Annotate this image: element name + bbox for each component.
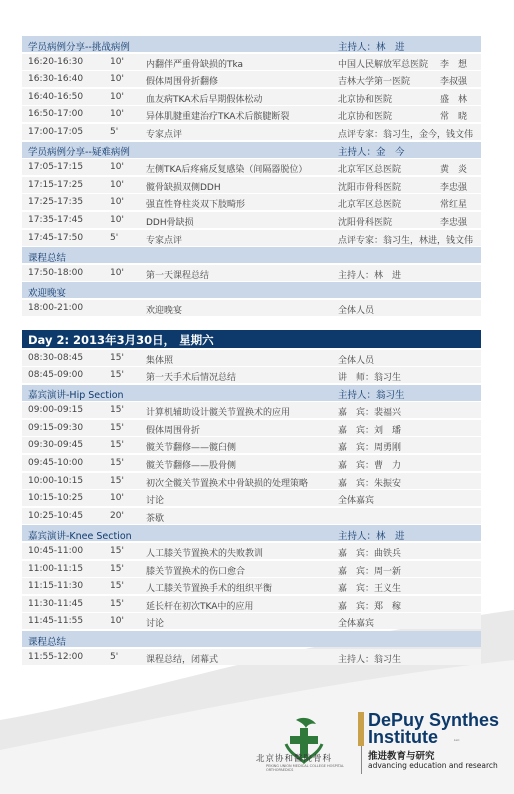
session-affiliation: 吉林大学第一医院 <box>338 77 411 88</box>
session-topic: 集体照 <box>146 355 174 366</box>
session-time: 16:40-16:50 <box>28 91 84 102</box>
session-time: 10:15-10:25 <box>28 493 84 504</box>
session-affiliation: 北京军区总医院 <box>338 165 402 176</box>
session-duration: 15' <box>110 598 124 609</box>
session-time: 10:45-11:00 <box>28 546 84 557</box>
session-topic: 延长杆在初次TKA中的应用 <box>146 601 254 612</box>
session-time: 17:50-18:00 <box>28 267 84 278</box>
session-duration: 10' <box>110 56 124 67</box>
session-speaker: 李忠强 <box>440 217 468 228</box>
schedule-row <box>22 596 481 612</box>
schedule-row <box>22 490 481 506</box>
session-affiliation: 嘉 宾：刘 璠 <box>338 425 402 436</box>
session-time: 09:15-09:30 <box>28 422 84 433</box>
section-title: 欢迎晚宴 <box>28 287 67 299</box>
section-title: 课程总结 <box>28 636 67 648</box>
session-topic: 计算机辅助设计髋关节置换术的应用 <box>146 408 291 419</box>
schedule-row <box>22 177 481 193</box>
session-topic: 课程总结，闭幕式 <box>146 654 219 665</box>
session-affiliation: 全体嘉宾 <box>338 619 375 630</box>
session-topic: 异体肌腱重建治疗TKA术后髌腱断裂 <box>146 112 290 123</box>
session-time: 10:25-10:45 <box>28 510 84 521</box>
section-title: 学员病例分享--疑难病例 <box>28 147 130 159</box>
session-topic: 初次全髋关节置换术中骨缺损的处理策略 <box>146 478 309 489</box>
session-time: 11:30-11:45 <box>28 598 84 609</box>
session-duration: 5' <box>110 651 119 662</box>
schedule-row <box>22 230 481 246</box>
section-title: 课程总结 <box>28 252 67 264</box>
schedule-row <box>22 106 481 122</box>
depuy-tagline-en: advancing education and research <box>368 761 498 770</box>
session-time: 10:00-10:15 <box>28 475 84 486</box>
schedule-row <box>22 367 481 383</box>
session-affiliation: 嘉 宾：曲铁兵 <box>338 549 402 560</box>
session-duration: 15' <box>110 352 124 363</box>
footer <box>0 700 514 794</box>
session-duration: 10' <box>110 109 124 120</box>
depuy-institute: Institute <box>368 727 438 747</box>
session-duration: 15' <box>110 581 124 592</box>
session-speaker: 盛 林 <box>440 94 468 105</box>
section-host: 主持人：林 进 <box>338 530 405 542</box>
schedule-row <box>22 508 481 524</box>
session-speaker: 李忠强 <box>440 182 468 193</box>
section-host: 主持人：林 进 <box>338 41 405 53</box>
session-topic: 欢迎晚宴 <box>146 305 183 316</box>
session-topic: 人工膝关节置换术的失败教训 <box>146 549 264 560</box>
session-affiliation: 全体人员 <box>338 305 375 316</box>
pumch-subtitle: PEKING UNION MEDICAL COLLEGE HOSPITAL ORTHOPAEDICS <box>266 764 344 772</box>
session-affiliation: 嘉 宾：裴福兴 <box>338 408 402 419</box>
session-duration: 15' <box>110 546 124 557</box>
session-affiliation: 讲 师：翁习生 <box>338 373 402 384</box>
session-topic: 左侧TKA后疼痛反复感染（间隔器脱位） <box>146 165 308 176</box>
schedule-row <box>22 455 481 471</box>
schedule-row <box>22 473 481 489</box>
session-affiliation: 全体嘉宾 <box>338 496 375 507</box>
session-topic: 内翻伴严重骨缺损的Tka <box>146 59 244 70</box>
session-affiliation: 嘉 宾：周一新 <box>338 566 402 577</box>
schedule-row <box>22 613 481 629</box>
day-gap <box>22 318 481 330</box>
schedule-table <box>22 36 481 666</box>
session-time: 09:30-09:45 <box>28 440 84 451</box>
session-speaker: 常 晓 <box>440 112 468 123</box>
session-affiliation: 北京协和医院 <box>338 112 393 123</box>
session-duration: 15' <box>110 458 124 469</box>
session-affiliation: 主持人：林 进 <box>338 270 402 281</box>
session-affiliation: 主持人：翁习生 <box>338 654 402 665</box>
session-affiliation: 沈阳市骨科医院 <box>338 182 402 193</box>
session-topic: 专家点评 <box>146 235 183 246</box>
section-title: 嘉宾演讲-Hip Section <box>28 390 124 402</box>
schedule-row <box>22 437 481 453</box>
schedule-row <box>22 402 481 418</box>
session-time: 17:45-17:50 <box>28 232 84 243</box>
session-time: 11:15-11:30 <box>28 581 84 592</box>
section-title: 学员病例分享--挑战病例 <box>28 41 130 53</box>
session-affiliation: 嘉 宾：王义生 <box>338 584 402 595</box>
session-time: 08:45-09:00 <box>28 370 84 381</box>
session-time: 09:00-09:15 <box>28 405 84 416</box>
depuy-accent-bar <box>358 712 364 746</box>
schedule-row <box>22 649 481 665</box>
session-time: 08:30-08:45 <box>28 352 84 363</box>
session-time: 11:55-12:00 <box>28 651 84 662</box>
schedule-row <box>22 71 481 87</box>
session-affiliation: 嘉 宾：曹 力 <box>338 461 402 472</box>
day-title: Day 2: 2013年3月30日， 星期六 <box>28 333 214 347</box>
pumch-logo-icon <box>252 714 362 784</box>
session-time: 11:45-11:55 <box>28 616 84 627</box>
session-affiliation: 嘉 宾：郑 稼 <box>338 601 402 612</box>
session-time: 17:25-17:35 <box>28 197 84 208</box>
session-topic: 髋关节翻修——股骨侧 <box>146 461 237 472</box>
section-header <box>22 142 481 158</box>
session-time: 16:30-16:40 <box>28 74 84 85</box>
session-topic: 髋骨缺损双侧DDH <box>146 182 221 193</box>
session-duration: 20' <box>110 510 124 521</box>
schedule-row <box>22 543 481 559</box>
session-topic: 假体周围骨折翻修 <box>146 77 219 88</box>
session-time: 16:20-16:30 <box>28 56 84 67</box>
schedule-row <box>22 265 481 281</box>
session-time: 11:00-11:15 <box>28 563 84 574</box>
schedule-row <box>22 124 481 140</box>
session-duration: 10' <box>110 616 124 627</box>
depuy-brand-name: DePuy Synthes <box>368 710 500 730</box>
session-duration: 10' <box>110 91 124 102</box>
section-header <box>22 282 481 298</box>
session-topic: 专家点评 <box>146 129 183 140</box>
session-time: 17:15-17:25 <box>28 179 84 190</box>
session-topic: 讨论 <box>146 619 165 630</box>
session-duration: 10' <box>110 74 124 85</box>
schedule-row <box>22 578 481 594</box>
session-speaker: 李叔强 <box>440 77 468 88</box>
session-speaker: 李 想 <box>440 59 468 70</box>
session-duration: 15' <box>110 405 124 416</box>
depuy-tagline-cn: 推进教育与研究 <box>368 751 435 762</box>
session-duration: 10' <box>110 162 124 173</box>
session-topic: 膝关节置换术的伤口愈合 <box>146 566 246 577</box>
session-topic: 髋关节翻修——髋臼侧 <box>146 443 237 454</box>
session-duration: 10' <box>110 197 124 208</box>
session-duration: 10' <box>110 179 124 190</box>
session-time: 09:45-10:00 <box>28 458 84 469</box>
day-header <box>22 330 481 348</box>
schedule-row <box>22 561 481 577</box>
session-duration: 5' <box>110 126 119 137</box>
depuy-llc: LLC <box>454 738 460 742</box>
session-topic: 血友病TKA术后早期假体松动 <box>146 94 263 105</box>
session-affiliation: 北京军区总医院 <box>338 200 402 211</box>
session-affiliation: 嘉 宾：周勇刚 <box>338 443 402 454</box>
session-topic: 强直性脊柱炎双下肢畸形 <box>146 200 246 211</box>
session-affiliation: 全体人员 <box>338 355 375 366</box>
session-affiliation: 中国人民解放军总医院 <box>338 59 429 70</box>
section-title: 嘉宾演讲-Knee Section <box>28 530 132 542</box>
session-speaker: 黄 炎 <box>440 165 468 176</box>
session-topic: 人工膝关节置换手术的组织平衡 <box>146 584 273 595</box>
section-header <box>22 525 481 541</box>
section-host: 主持人：翁习生 <box>338 390 405 402</box>
session-topic: DDH骨缺损 <box>146 217 194 228</box>
session-duration: 15' <box>110 370 124 381</box>
session-time: 17:35-17:45 <box>28 214 84 225</box>
session-time: 18:00-21:00 <box>28 302 84 313</box>
section-header <box>22 631 481 647</box>
session-duration: 10' <box>110 493 124 504</box>
session-duration: 15' <box>110 475 124 486</box>
section-header <box>22 247 481 263</box>
schedule-row <box>22 300 481 316</box>
schedule-row <box>22 89 481 105</box>
session-time: 17:05-17:15 <box>28 162 84 173</box>
session-topic: 假体周围骨折 <box>146 425 201 436</box>
schedule-row <box>22 350 481 366</box>
session-topic: 讨论 <box>146 496 165 507</box>
session-duration: 15' <box>110 563 124 574</box>
section-header <box>22 385 481 401</box>
session-duration: 15' <box>110 440 124 451</box>
section-header <box>22 36 481 52</box>
session-topic: 茶歇 <box>146 513 165 524</box>
pumch-name: 北京协和醫院骨科 <box>256 754 333 764</box>
schedule-row <box>22 212 481 228</box>
session-duration: 15' <box>110 422 124 433</box>
session-time: 16:50-17:00 <box>28 109 84 120</box>
session-speaker: 常红星 <box>440 200 468 211</box>
session-duration: 5' <box>110 232 119 243</box>
schedule-row <box>22 194 481 210</box>
session-affiliation: 北京协和医院 <box>338 94 393 105</box>
session-affiliation: 点评专家：翁习生，金今，钱文伟 <box>338 129 474 140</box>
session-affiliation: 嘉 宾：朱振安 <box>338 478 402 489</box>
schedule-row <box>22 159 481 175</box>
session-affiliation: 点评专家：翁习生，林进，钱文伟 <box>338 235 474 246</box>
schedule-row <box>22 54 481 70</box>
session-duration: 10' <box>110 214 124 225</box>
session-time: 17:00-17:05 <box>28 126 84 137</box>
schedule-row <box>22 420 481 436</box>
session-duration: 10' <box>110 267 124 278</box>
session-topic: 第一天手术后情况总结 <box>146 373 237 384</box>
session-affiliation: 沈阳骨科医院 <box>338 217 393 228</box>
session-topic: 第一天课程总结 <box>146 270 210 281</box>
section-host: 主持人：金 今 <box>338 147 405 159</box>
